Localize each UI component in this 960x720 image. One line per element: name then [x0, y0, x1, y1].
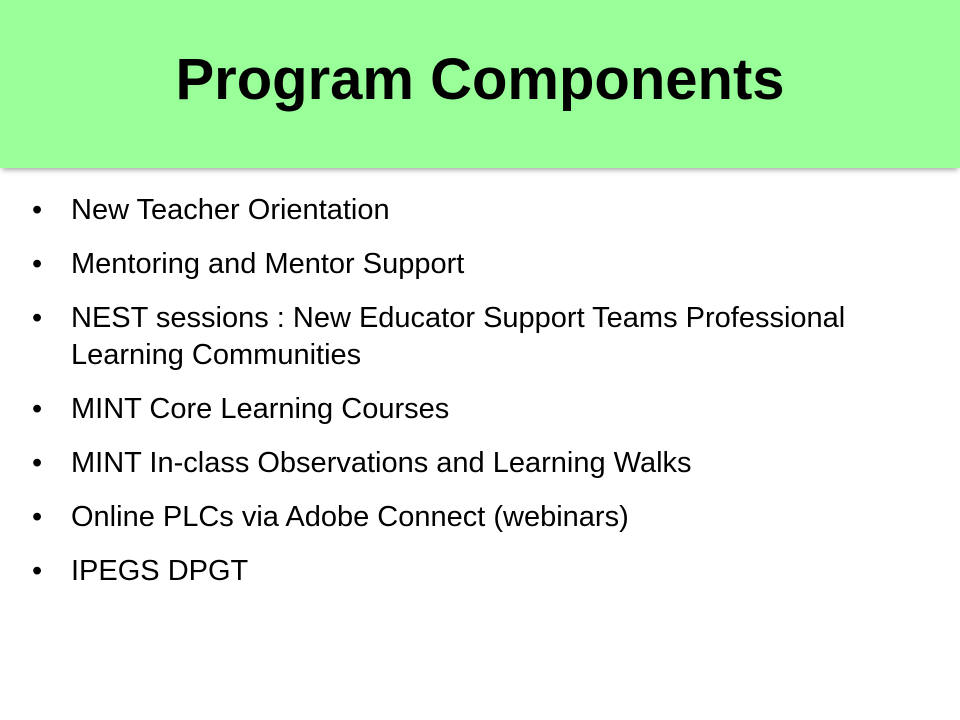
bullet-item — [32, 499, 932, 536]
bullet-icon: • — [32, 501, 43, 533]
bullet-icon: • — [32, 393, 43, 425]
bullet-icon: • — [32, 302, 43, 334]
bullet-item — [32, 553, 932, 590]
bullet-icon: • — [32, 447, 43, 479]
bullet-icon: • — [32, 194, 43, 226]
bullet-item — [32, 445, 932, 482]
bullet-item — [32, 192, 932, 229]
bullet-item — [32, 246, 932, 283]
bullet-text: MINT In-class Observations and Learning Walks — [71, 447, 692, 479]
bullet-text: NEST sessions : New Educator Support Teams Professional Learning Communities — [71, 302, 846, 371]
bullet-icon: • — [32, 555, 43, 587]
bullet-list — [32, 192, 932, 607]
bullet-text: New Teacher Orientation — [71, 194, 390, 226]
bullet-text: Mentoring and Mentor Support — [71, 248, 465, 280]
bullet-icon: • — [32, 248, 43, 280]
bullet-text: Online PLCs via Adobe Connect (webinars) — [71, 501, 629, 533]
bullet-text: IPEGS DPGT — [71, 555, 249, 587]
slide-title: Program Components — [175, 47, 785, 112]
bullet-text: MINT Core Learning Courses — [71, 393, 450, 425]
bullet-item — [32, 300, 932, 374]
bullet-item — [32, 391, 932, 428]
title-band — [0, 0, 960, 168]
